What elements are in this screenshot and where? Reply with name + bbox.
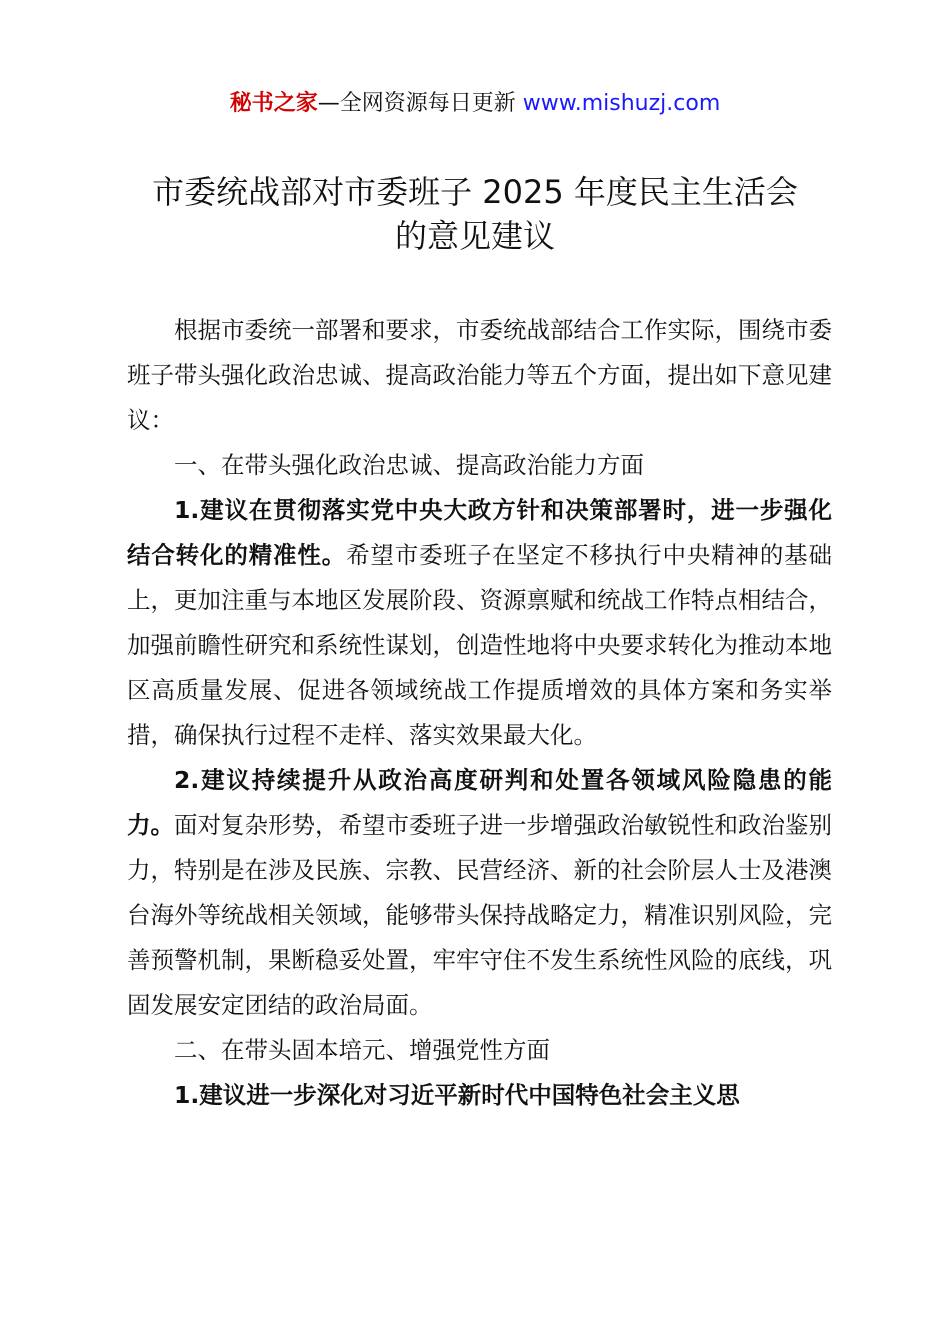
site-header xyxy=(0,88,950,120)
section-1-item-2-text: 面对复杂形势，希望市委班子进一步增强政治敏锐性和政治鉴别力，特别是在涉及民族、宗教、民营经济、新的社会阶层人士及港澳台海外等统战相关领域，能够带头保持战略定力，精准识别风险，完善预警机制，果断稳妥处置，牢牢守住不发生系统性风险的底线，巩固发展安定团结的政治局面。 xyxy=(127,811,832,1019)
section-1-heading: 一、在带头强化政治忠诚、提高政治能力方面 xyxy=(174,451,644,479)
section-2-item-1-lead: 1.建议进一步深化对习近平新时代中国特色社会主义思 xyxy=(174,1081,740,1109)
section-1-item-2-lead: 2.建议持续提升从政治高度研判和处置各领域风险隐患的能力。 xyxy=(127,766,832,839)
title-line-1: 市委统战部对市委班子 2025 年度民主生活会 xyxy=(152,173,798,211)
section-1-item-2 xyxy=(127,758,832,1028)
section-1-item-1-text: 希望市委班子在坚定不移执行中央精神的基础上，更加注重与本地区发展阶段、资源禀赋和统战工作特点相结合，加强前瞻性研究和系统性谋划，创造性地将中央要求转化为推动本地区高质量发展、促进各领域统战工作提质增效的具体方案和务实举措，确保执行过程不走样、落实效果最大化。 xyxy=(127,541,833,749)
section-2-heading: 二、在带头固本培元、增强党性方面 xyxy=(174,1036,550,1064)
title-line-2: 的意见建议 xyxy=(394,217,555,255)
section-1-item-1-lead: 1.建议在贯彻落实党中央大政方针和决策部署时，进一步强化结合转化的精准性。 xyxy=(127,496,832,569)
intro-paragraph: 根据市委统一部署和要求，市委统战部结合工作实际，围绕市委班子带头强化政治忠诚、提高政治能力等五个方面，提出如下意见建议： xyxy=(127,316,832,434)
section-2-item-1 xyxy=(127,1073,832,1118)
document-body xyxy=(127,308,832,1118)
document-title xyxy=(100,170,850,258)
site-brand: 秘书之家 xyxy=(229,91,318,116)
site-url-link[interactable]: www.mishuzj.com xyxy=(522,91,721,116)
site-tagline: —全网资源每日更新 xyxy=(317,91,516,116)
section-1-item-1 xyxy=(127,488,832,758)
